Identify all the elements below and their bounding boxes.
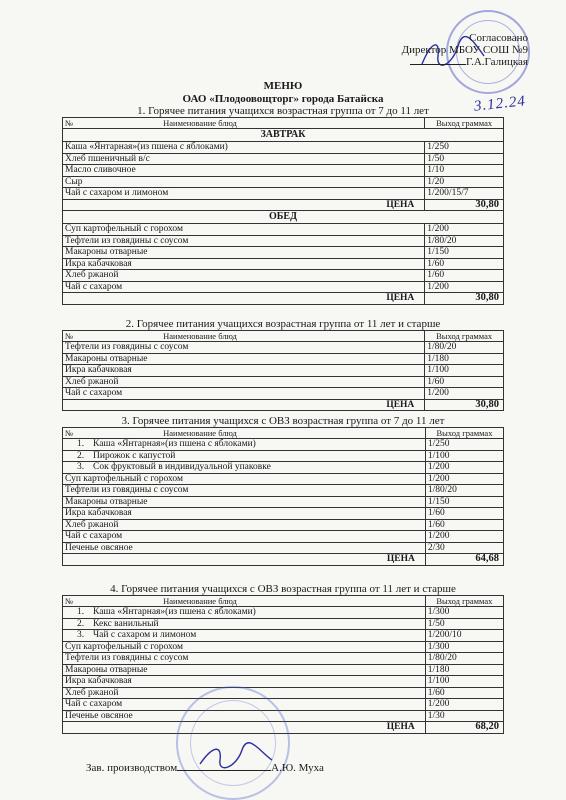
table-row: 1. Каша «Янтарная»(из пшена с яблоками) 1/300 — [63, 607, 504, 619]
table-row: Макароны отварные 1/150 — [63, 496, 504, 508]
table-row: Тефтели из говядины с соусом 1/80/20 — [63, 485, 504, 497]
section-2-table — [62, 330, 504, 411]
table-row: Печенье овсяное 2/30 — [63, 542, 504, 554]
table-row: Икра кабачковая 1/100 — [63, 676, 504, 688]
section-3-title: 3. Горячее питания учащихся с ОВЗ возрастная группа от 7 до 11 лет — [121, 415, 445, 427]
table-row: Суп картофельный с горохом 1/300 — [63, 641, 504, 653]
table-row: Икра кабачковая 1/100 — [63, 365, 504, 377]
category-label: ОБЕД — [63, 211, 504, 224]
document-title: МЕНЮ — [263, 80, 303, 92]
table-row: Хлеб пшеничный в/с 1/50 — [63, 153, 504, 165]
total-label: ЦЕНА — [63, 199, 425, 211]
table-row: Макароны отварные 1/180 — [63, 664, 504, 676]
section-1-table — [62, 117, 504, 305]
table-row: Икра кабачковая 1/60 — [63, 508, 504, 520]
table-row: Чай с сахаром 1/200 — [63, 699, 504, 711]
total-price: 30,80 — [425, 293, 504, 305]
approval-block — [402, 32, 528, 68]
total-row — [63, 199, 504, 211]
section-2-title: 2. Горячее питания учащихся возрастная группа от 11 лет и старше — [125, 318, 441, 330]
total-label: ЦЕНА — [63, 293, 425, 305]
total-row — [63, 293, 504, 305]
table-row: Суп картофельный с горохом 1/200 — [63, 224, 504, 236]
section-4-title: 4. Горячее питания учащихся с ОВЗ возрастная группа от 11 лет и старше — [110, 583, 456, 595]
header-num: № — [65, 118, 74, 128]
table-row: Хлеб ржаной 1/60 — [63, 687, 504, 699]
document-subtitle: ОАО «Плодоовощторг» города Батайска — [182, 93, 384, 105]
table-row: Чай с сахаром 1/200 — [63, 388, 504, 400]
table-row: Икра кабачковая 1/60 — [63, 258, 504, 270]
total-row: ЦЕНА 68,20 — [63, 722, 504, 734]
header-name: Наименование блюд — [163, 118, 237, 128]
total-price: 30,80 — [425, 399, 504, 411]
table-row: Макароны отварные 1/180 — [63, 353, 504, 365]
table-header — [63, 118, 504, 129]
total-row: ЦЕНА 30,80 — [63, 399, 504, 411]
table-header: № Наименование блюд Выход граммах — [63, 596, 504, 607]
footer-name: А.Ю. Муха — [271, 762, 324, 774]
total-row: ЦЕНА 64,68 — [63, 554, 504, 566]
table-row: Тефтели из говядины с соусом 1/80/20 — [63, 653, 504, 665]
approval-date: 3.12.24 — [473, 93, 527, 115]
table-row: 3. Чай с сахаром и лимоном 1/200/10 — [63, 630, 504, 642]
table-row: 2. Пирожок с капустой 1/100 — [63, 450, 504, 462]
section-1-title: 1. Горячее питания учащихся возрастная группа от 7 до 11 лет — [137, 105, 429, 117]
table-row: Масло сливочное 1/10 — [63, 165, 504, 177]
table-row: 1. Каша «Янтарная»(из пшена с яблоками) 1/250 — [63, 439, 504, 451]
total-price: 68,20 — [425, 722, 503, 734]
table-row: Каша «Янтарная»(из пшена с яблоками) 1/250 — [63, 142, 504, 154]
table-row: Макароны отварные 1/150 — [63, 247, 504, 259]
table-row: 3. Сок фруктовый в индивидуальной упаковке 1/200 — [63, 462, 504, 474]
category-label: ЗАВТРАК — [63, 129, 504, 142]
approval-position: Директор МБОУ СОШ №9 — [401, 44, 528, 56]
footer-signature-line — [177, 770, 271, 771]
section-3-table — [62, 427, 504, 566]
table-row: Чай с сахаром 1/200 — [63, 531, 504, 543]
table-row: Чай с сахаром и лимоном 1/200/15/7 — [63, 188, 504, 200]
category-row — [63, 129, 504, 142]
table-row: Печенье овсяное 1/30 — [63, 710, 504, 722]
table-row: 2. Кекс ванильный 1/50 — [63, 618, 504, 630]
approval-name: Г.А.Галицкая — [465, 56, 528, 68]
footer-label: Зав. производством — [86, 762, 178, 774]
table-row: Тефтели из говядины с соусом 1/80/20 — [63, 342, 504, 354]
approval-heading: Согласовано — [469, 32, 528, 44]
header-output: Выход граммах — [425, 118, 504, 129]
section-4-table — [62, 595, 504, 734]
table-row: Чай с сахаром 1/200 — [63, 281, 504, 293]
table-row: Хлеб ржаной 1/60 — [63, 270, 504, 282]
total-price: 30,80 — [425, 199, 504, 211]
table-row: Хлеб ржаной 1/60 — [63, 519, 504, 531]
footer — [86, 762, 324, 774]
table-row: Суп картофельный с горохом 1/200 — [63, 473, 504, 485]
signature-line — [410, 64, 466, 65]
table-row: Тефтели из говядины с соусом 1/80/20 — [63, 235, 504, 247]
total-price: 64,68 — [425, 554, 503, 566]
table-header: № Наименование блюд Выход граммах — [63, 428, 504, 439]
table-row: Хлеб ржаной 1/60 — [63, 376, 504, 388]
table-header: № Наименование блюд Выход граммах — [63, 331, 504, 342]
category-row — [63, 211, 504, 224]
table-row: Сыр 1/20 — [63, 176, 504, 188]
